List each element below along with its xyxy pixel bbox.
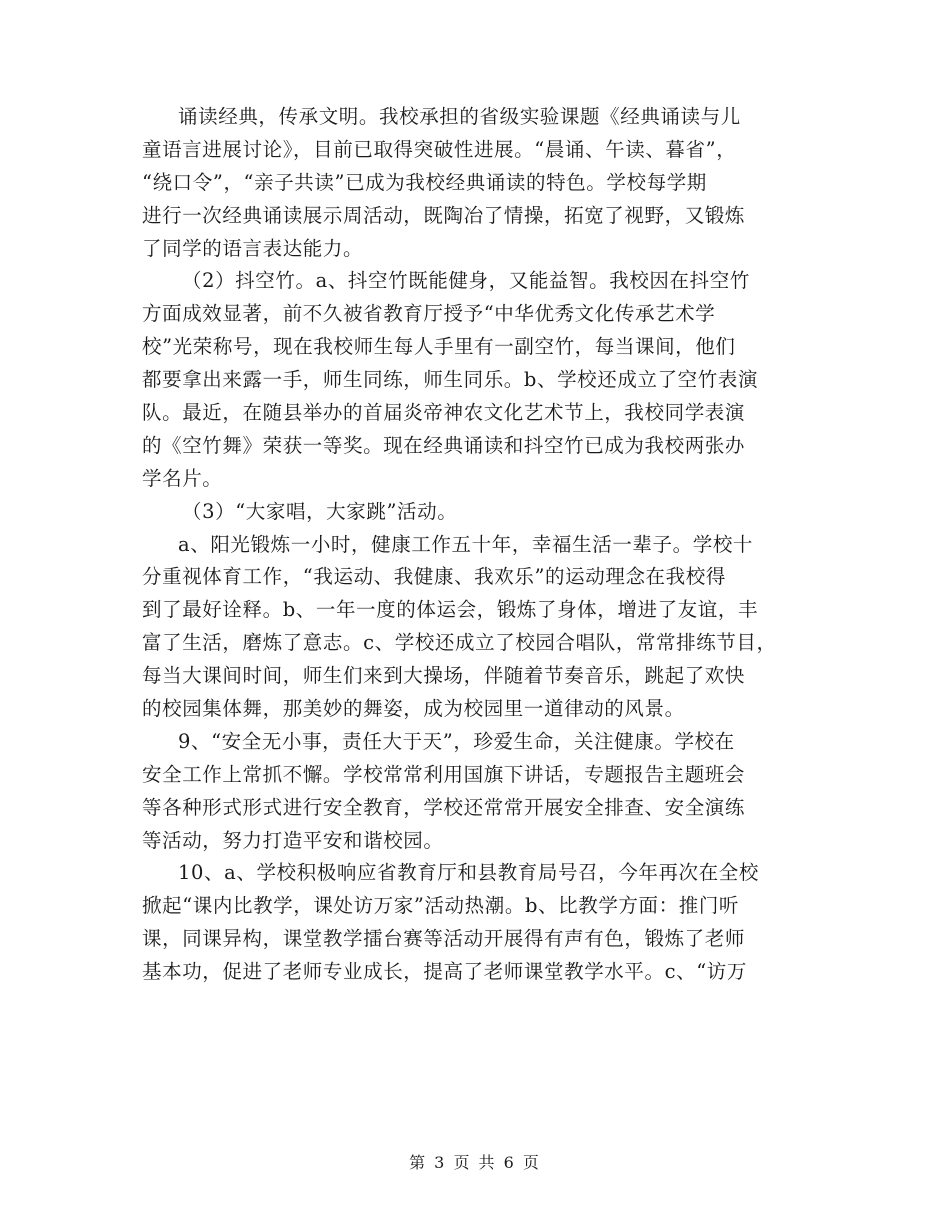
- text-line: a、阳光锻炼一小时，健康工作五十年，幸福生活一辈子。学校十: [178, 532, 754, 556]
- document-body: [142, 101, 812, 989]
- page-footer: 第 3 页 共 6 页: [409, 1153, 541, 1172]
- text-line: 课，同课异构，课堂教学擂台赛等活动开展得有声有色，锻炼了老师: [142, 927, 746, 951]
- text-line: 学名片。: [142, 466, 223, 490]
- text-line: 等活动，努力打造平安和谐校园。: [142, 828, 444, 852]
- text-line: 校”光荣称号，现在我校师生每人手里有一副空竹，每当课间，他们: [142, 335, 736, 359]
- text-line: 童语言进展讨论》，目前已取得突破性进展。“晨诵、午读、暮省”，: [142, 137, 737, 161]
- text-line: 9、“安全无小事，责任大于天”，珍爱生命，关注健康。学校在: [178, 729, 735, 753]
- text-line: 掀起“课内比教学，课处访万家”活动热潮。b、比教学方面：推门听: [142, 894, 740, 918]
- text-line: “绕口令”，“亲子共读”已成为我校经典诵读的特色。学校每学期: [142, 170, 707, 194]
- text-line: 方面成效显著，前不久被省教育厅授予“中华优秀文化传承艺术学: [142, 302, 716, 326]
- text-line: （3）“大家唱，大家跳”活动。: [182, 499, 458, 523]
- text-line: 等各种形式形式进行安全教育，学校还常常开展安全排查、安全演练: [142, 795, 746, 819]
- text-line: 的《空竹舞》荣获一等奖。现在经典诵读和抖空竹已成为我校两张办: [142, 433, 746, 457]
- text-line: 诵读经典，传承文明。我校承担的省级实验课题《经典诵读与儿: [178, 105, 741, 128]
- text-line: 安全工作上常抓不懈。学校常常利用国旗下讲话，专题报告主题班会: [142, 762, 746, 786]
- text-line: 每当大课间时间，师生们来到大操场，伴随着节奏音乐，跳起了欢快: [142, 664, 746, 688]
- text-line: 分重视体育工作，“我运动、我健康、我欢乐”的运动理念在我校得: [142, 565, 726, 589]
- text-line: （2）抖空竹。a、抖空竹既能健身，又能益智。我校因在抖空竹: [182, 269, 750, 293]
- text-line: 进行一次经典诵读展示周活动，既陶冶了情操，拓宽了视野，又锻炼: [142, 203, 746, 227]
- text-line: 的校园集体舞，那美妙的舞姿，成为校园里一道律动的风景。: [142, 697, 685, 721]
- text-line: 10、a、学校积极响应省教育厅和县教育局号召，今年再次在全校: [178, 861, 759, 885]
- text-line: 了同学的语言表达能力。: [142, 236, 364, 260]
- text-line: 基本功，促进了老师专业成长，提高了老师课堂教学水平。c、“访万: [142, 960, 747, 984]
- text-line: 都要拿出来露一手，师生同练，师生同乐。b、学校还成立了空竹表演: [142, 368, 759, 392]
- text-line: 富了生活，磨炼了意志。c、学校还成立了校园合唱队，常常排练节目，: [142, 631, 777, 655]
- text-line: 到了最好诠释。b、一年一度的体运会，锻炼了身体，增进了友谊，丰: [142, 598, 759, 622]
- text-line: 队。最近，在随县举办的首届炎帝神农文化艺术节上，我校同学表演: [142, 401, 746, 425]
